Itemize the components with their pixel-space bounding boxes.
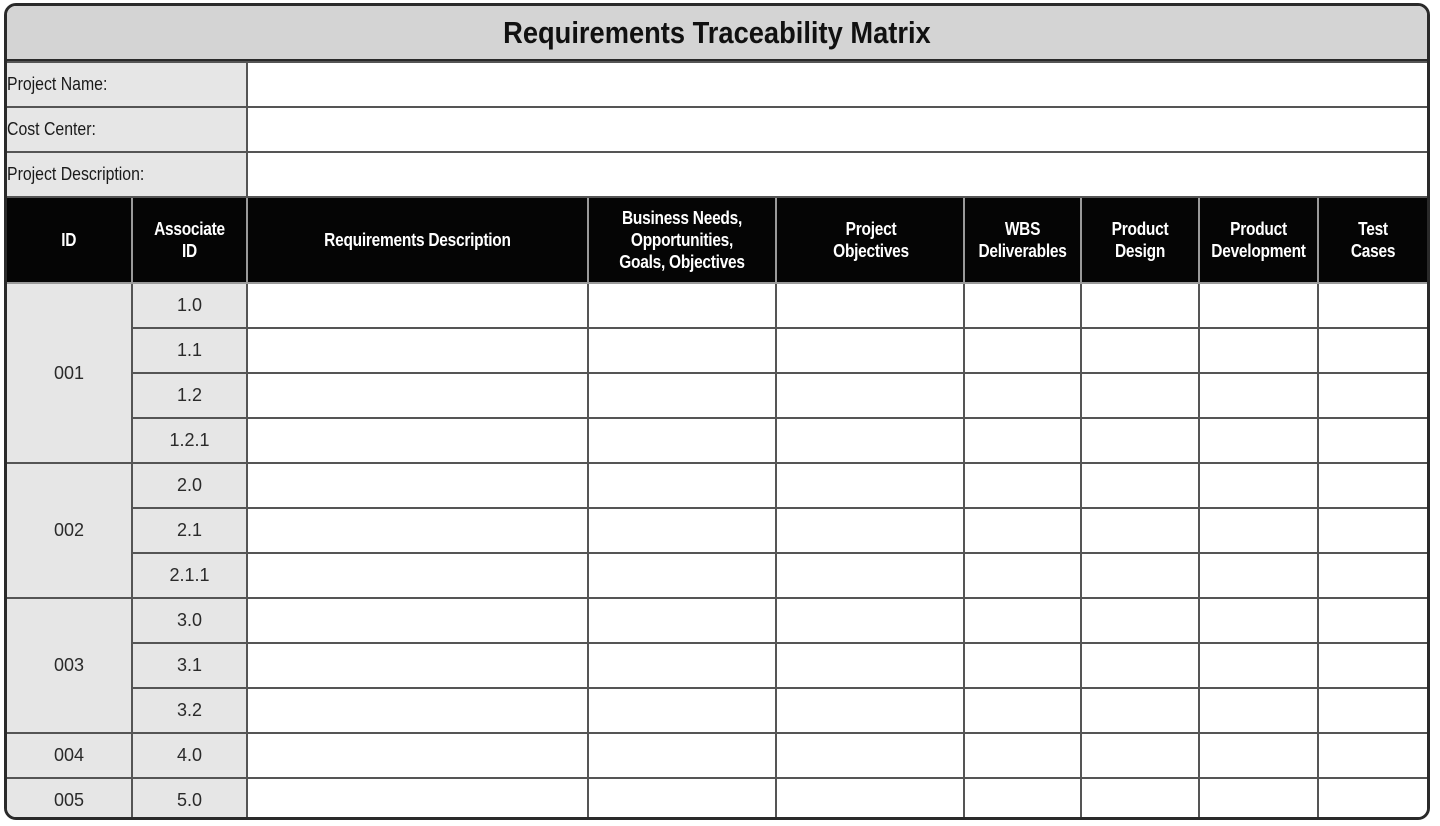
- product-design-cell[interactable]: [1081, 418, 1199, 463]
- product-development-cell[interactable]: [1199, 643, 1318, 688]
- test-cases-cell[interactable]: [1318, 508, 1427, 553]
- business-needs-cell[interactable]: [588, 688, 776, 733]
- table-row: [7, 508, 1427, 553]
- table-row: [7, 373, 1427, 418]
- column-header-business-needs: Business Needs, Opportunities, Goals, Objectives: [588, 197, 776, 283]
- business-needs-cell[interactable]: [588, 733, 776, 778]
- associate-id-cell: 4.0: [132, 733, 247, 778]
- wbs-deliverables-cell[interactable]: [964, 283, 1081, 328]
- project-objectives-cell[interactable]: [776, 733, 964, 778]
- table-body: [7, 62, 1427, 820]
- column-header-test-cases: Test Cases: [1318, 197, 1427, 283]
- wbs-deliverables-cell[interactable]: [964, 373, 1081, 418]
- requirements-description-cell[interactable]: [247, 283, 588, 328]
- associate-id-cell: 3.2: [132, 688, 247, 733]
- business-needs-cell[interactable]: [588, 328, 776, 373]
- table-row: [7, 553, 1427, 598]
- product-design-cell[interactable]: [1081, 598, 1199, 643]
- product-development-cell[interactable]: [1199, 418, 1318, 463]
- column-header-row: [7, 197, 1427, 283]
- table-row: [7, 733, 1427, 778]
- associate-id-cell: 3.1: [132, 643, 247, 688]
- product-design-cell[interactable]: [1081, 463, 1199, 508]
- wbs-deliverables-cell[interactable]: [964, 418, 1081, 463]
- requirements-description-cell[interactable]: [247, 463, 588, 508]
- product-development-cell[interactable]: [1199, 778, 1318, 820]
- product-design-cell[interactable]: [1081, 373, 1199, 418]
- requirements-description-cell[interactable]: [247, 733, 588, 778]
- project-objectives-cell[interactable]: [776, 418, 964, 463]
- table-row: [7, 463, 1427, 508]
- cost-center-field[interactable]: [247, 107, 1427, 152]
- project-objectives-cell[interactable]: [776, 778, 964, 820]
- business-needs-cell[interactable]: [588, 463, 776, 508]
- product-design-cell[interactable]: [1081, 733, 1199, 778]
- requirements-description-cell[interactable]: [247, 643, 588, 688]
- requirements-description-cell[interactable]: [247, 778, 588, 820]
- product-design-cell[interactable]: [1081, 328, 1199, 373]
- project-description-row: [7, 152, 1427, 197]
- test-cases-cell[interactable]: [1318, 463, 1427, 508]
- associate-id-cell: 1.0: [132, 283, 247, 328]
- column-header-associate-id: Associate ID: [132, 197, 247, 283]
- column-header-product-development: Product Development: [1199, 197, 1318, 283]
- product-design-cell[interactable]: [1081, 508, 1199, 553]
- product-development-cell[interactable]: [1199, 373, 1318, 418]
- project-objectives-cell[interactable]: [776, 598, 964, 643]
- test-cases-cell[interactable]: [1318, 688, 1427, 733]
- associate-id-cell: 5.0: [132, 778, 247, 820]
- requirement-id-cell: 001: [7, 283, 132, 463]
- column-header-requirements-description: Requirements Description: [247, 197, 588, 283]
- project-objectives-cell[interactable]: [776, 643, 964, 688]
- requirement-id-cell: 002: [7, 463, 132, 598]
- wbs-deliverables-cell[interactable]: [964, 778, 1081, 820]
- business-needs-cell[interactable]: [588, 553, 776, 598]
- business-needs-cell[interactable]: [588, 643, 776, 688]
- table-row: [7, 328, 1427, 373]
- matrix-form: [4, 3, 1430, 820]
- wbs-deliverables-cell[interactable]: [964, 553, 1081, 598]
- project-description-label: Project Description:: [7, 152, 247, 197]
- test-cases-cell[interactable]: [1318, 733, 1427, 778]
- wbs-deliverables-cell[interactable]: [964, 508, 1081, 553]
- product-development-cell[interactable]: [1199, 328, 1318, 373]
- table-row: [7, 778, 1427, 820]
- traceability-table: [7, 61, 1427, 820]
- project-objectives-cell[interactable]: [776, 373, 964, 418]
- project-name-row: [7, 62, 1427, 107]
- table-row: [7, 418, 1427, 463]
- column-header-project-objectives: Project Objectives: [776, 197, 964, 283]
- table-row: [7, 598, 1427, 643]
- cost-center-label: Cost Center:: [7, 107, 247, 152]
- requirements-description-cell[interactable]: [247, 553, 588, 598]
- requirements-description-cell[interactable]: [247, 598, 588, 643]
- business-needs-cell[interactable]: [588, 283, 776, 328]
- test-cases-cell[interactable]: [1318, 418, 1427, 463]
- business-needs-cell[interactable]: [588, 373, 776, 418]
- business-needs-cell[interactable]: [588, 598, 776, 643]
- requirements-description-cell[interactable]: [247, 328, 588, 373]
- business-needs-cell[interactable]: [588, 418, 776, 463]
- product-development-cell[interactable]: [1199, 598, 1318, 643]
- wbs-deliverables-cell[interactable]: [964, 643, 1081, 688]
- associate-id-cell: 2.1: [132, 508, 247, 553]
- associate-id-cell: 3.0: [132, 598, 247, 643]
- table-row: [7, 283, 1427, 328]
- test-cases-cell[interactable]: [1318, 598, 1427, 643]
- associate-id-cell: 2.1.1: [132, 553, 247, 598]
- business-needs-cell[interactable]: [588, 778, 776, 820]
- requirement-id-cell: 003: [7, 598, 132, 733]
- product-development-cell[interactable]: [1199, 553, 1318, 598]
- requirement-id-cell: 004: [7, 733, 132, 778]
- product-development-cell[interactable]: [1199, 508, 1318, 553]
- product-design-cell[interactable]: [1081, 283, 1199, 328]
- column-header-wbs-deliverables: WBS Deliverables: [964, 197, 1081, 283]
- test-cases-cell[interactable]: [1318, 283, 1427, 328]
- project-name-label: Project Name:: [7, 62, 247, 107]
- requirement-id-cell: 005: [7, 778, 132, 820]
- project-objectives-cell[interactable]: [776, 688, 964, 733]
- product-development-cell[interactable]: [1199, 283, 1318, 328]
- wbs-deliverables-cell[interactable]: [964, 328, 1081, 373]
- requirements-description-cell[interactable]: [247, 373, 588, 418]
- column-header-product-design: Product Design: [1081, 197, 1199, 283]
- project-description-field[interactable]: [247, 152, 1427, 197]
- requirements-description-cell[interactable]: [247, 508, 588, 553]
- page-title: Requirements Traceability Matrix: [503, 14, 931, 50]
- table-row: [7, 643, 1427, 688]
- wbs-deliverables-cell[interactable]: [964, 733, 1081, 778]
- associate-id-cell: 1.1: [132, 328, 247, 373]
- associate-id-cell: 1.2: [132, 373, 247, 418]
- test-cases-cell[interactable]: [1318, 328, 1427, 373]
- product-development-cell[interactable]: [1199, 463, 1318, 508]
- product-design-cell[interactable]: [1081, 778, 1199, 820]
- test-cases-cell[interactable]: [1318, 643, 1427, 688]
- wbs-deliverables-cell[interactable]: [964, 598, 1081, 643]
- requirements-description-cell[interactable]: [247, 418, 588, 463]
- project-objectives-cell[interactable]: [776, 328, 964, 373]
- requirements-description-cell[interactable]: [247, 688, 588, 733]
- project-objectives-cell[interactable]: [776, 283, 964, 328]
- table-row: [7, 688, 1427, 733]
- product-design-cell[interactable]: [1081, 553, 1199, 598]
- product-development-cell[interactable]: [1199, 688, 1318, 733]
- product-design-cell[interactable]: [1081, 688, 1199, 733]
- product-development-cell[interactable]: [1199, 733, 1318, 778]
- test-cases-cell[interactable]: [1318, 778, 1427, 820]
- project-name-field[interactable]: [247, 62, 1427, 107]
- associate-id-cell: 2.0: [132, 463, 247, 508]
- test-cases-cell[interactable]: [1318, 553, 1427, 598]
- title-bar: [7, 6, 1427, 61]
- wbs-deliverables-cell[interactable]: [964, 688, 1081, 733]
- column-header-id: ID: [7, 197, 132, 283]
- project-objectives-cell[interactable]: [776, 553, 964, 598]
- cost-center-row: [7, 107, 1427, 152]
- project-objectives-cell[interactable]: [776, 463, 964, 508]
- product-design-cell[interactable]: [1081, 643, 1199, 688]
- wbs-deliverables-cell[interactable]: [964, 463, 1081, 508]
- project-objectives-cell[interactable]: [776, 508, 964, 553]
- test-cases-cell[interactable]: [1318, 373, 1427, 418]
- associate-id-cell: 1.2.1: [132, 418, 247, 463]
- business-needs-cell[interactable]: [588, 508, 776, 553]
